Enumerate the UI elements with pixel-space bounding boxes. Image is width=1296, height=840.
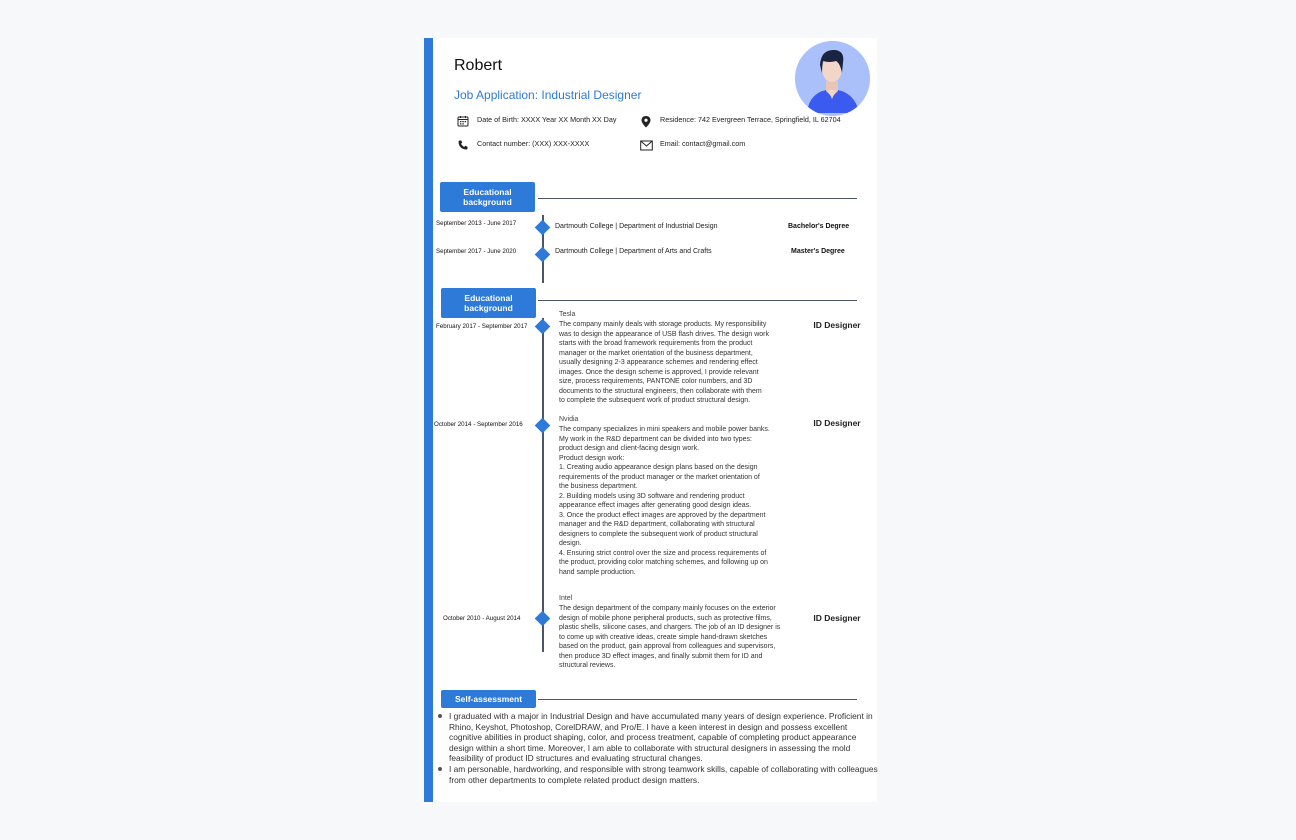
description-line: starts with the broad framework requirements from the product [559, 340, 753, 347]
description-line: size, process requirements, PANTONE color numbers, and 3D [559, 378, 753, 385]
avatar [795, 41, 870, 116]
bullet-icon [438, 767, 442, 771]
description-line: 3. Once the product effect images are approved by the department [559, 511, 766, 519]
description-line: design. [559, 540, 582, 547]
experience-description [559, 604, 811, 671]
residence-text: Residence: 742 Evergreen Terrace, Springfield, IL 62704 [660, 115, 841, 124]
description-line: 4. Ensuring strict control over the size and process requirements of [559, 549, 767, 557]
education-school: Dartmouth College | Department of Industrial Design [555, 223, 718, 230]
description-line: then produce 3D effect images, and finally submit them for ID and [559, 652, 763, 660]
experience-role: ID Designer [813, 418, 861, 428]
email-text: Email: contact@gmail.com [660, 139, 746, 148]
calendar-icon [456, 115, 470, 127]
self-assessment-divider [538, 699, 857, 700]
experience-divider [538, 300, 857, 301]
description-line: The design department of the company mainly focuses on the exterior [559, 605, 776, 612]
experience-company: Nvidia [559, 416, 579, 423]
description-line: to come up with creative ideas, create simple hand-drawn sketches [559, 633, 768, 641]
experience-date: October 2014 - September 2016 [434, 421, 523, 428]
experience-description [559, 425, 811, 577]
description-line: 2. Building models using 3D software and rendering product [559, 492, 745, 500]
experience-company: Intel [559, 595, 573, 602]
education-heading: Educational background [440, 182, 535, 212]
experience-date: February 2017 - September 2017 [436, 323, 528, 330]
education-divider [538, 198, 857, 199]
experience-timeline-line [542, 318, 544, 652]
phone-row [456, 139, 636, 151]
timeline-marker [535, 418, 551, 434]
job-title: Job Application: Industrial Designer [454, 88, 642, 102]
residence-row [639, 115, 844, 127]
timeline-marker [535, 611, 551, 627]
email-row [639, 139, 844, 151]
phone-icon [456, 139, 470, 151]
description-line: structural reviews. [559, 662, 616, 669]
description-line: designers to complete the subsequent work of product structural [559, 530, 758, 538]
education-degree: Master's Degree [791, 248, 845, 255]
experience-role: ID Designer [813, 320, 861, 330]
location-pin-icon [639, 115, 653, 127]
description-line: appearance effect images after generating good design ideas. [559, 502, 752, 509]
description-line: the business department. [559, 483, 638, 490]
timeline-marker [535, 247, 551, 263]
description-line: product design and client-facing design work. [559, 445, 700, 452]
education-date: September 2017 - June 2020 [436, 248, 517, 255]
description-line: manager or the market orientation of the business department, [559, 349, 753, 357]
experience-heading: Educational background [441, 288, 536, 318]
experience-company: Tesla [559, 311, 576, 318]
description-line: 1. Creating audio appearance design plans based on the design [559, 464, 758, 471]
education-school: Dartmouth College | Department of Arts and Crafts [555, 248, 712, 255]
mail-icon [639, 139, 653, 151]
description-line: manager and the R&D department, collaborating with structural [559, 521, 755, 528]
dob-row [456, 115, 636, 127]
description-line: requirements of the product manager or the market orientation of [559, 473, 760, 481]
description-line: documents to the structural engineers, then collaborate with them [559, 387, 762, 395]
timeline-marker [535, 319, 551, 335]
description-line: images. Once the design scheme is approved, I provide relevant [559, 368, 759, 376]
description-line: design of mobile phone peripheral products, such as protective films, [559, 614, 772, 622]
description-line: the product, providing color matching schemes, and following up on [559, 559, 768, 566]
education-date: September 2013 - June 2017 [436, 220, 517, 227]
self-assessment-text: I graduated with a major in Industrial Design and have accumulated many years of design experience. Proficient in Rhino, Keyshot, Photoshop, CorelDRAW, and Pro/E. I have a keen interest in design and possess excellent cognitive abilities in product shaping, color, and process treatment, capable of completing product appearance design within a short time. Moreover, I am able to collaborate with structural designers in assessing the mold feasibility of product ID structures and evaluating structural changes. [449, 711, 873, 764]
experience-role: ID Designer [813, 613, 861, 623]
description-line: Product design work: [559, 454, 625, 462]
timeline-marker [535, 220, 551, 236]
description-line: plastic shells, silicone cases, and chargers. The job of an ID designer is [559, 624, 781, 631]
experience-description [559, 320, 811, 406]
list-item [438, 711, 878, 764]
education-degree: Bachelor's Degree [788, 223, 850, 230]
description-line: based on the product, gain approval from colleagues and supervisors, [559, 643, 776, 650]
description-line: hand sample production. [559, 568, 636, 576]
description-line: was to design the appearance of USB flash drives. The design work [559, 330, 769, 338]
experience-date: October 2010 - August 2014 [443, 615, 521, 622]
description-line: The company specializes in mini speakers and mobile power banks. [559, 426, 770, 433]
self-assessment-text: I am personable, hardworking, and responsible with strong teamwork skills, capable of collaborating with colleagues from other departments to complete related product design matters. [449, 763, 878, 785]
self-assessment-list [438, 711, 878, 785]
dob-text: Date of Birth: XXXX Year XX Month XX Day [477, 115, 617, 124]
self-assessment-heading: Self-assessment [441, 690, 536, 708]
description-line: The company mainly deals with storage products. My responsibility [559, 321, 767, 328]
candidate-name: Robert [454, 57, 503, 74]
avatar-illustration [795, 41, 870, 116]
description-line: My work in the R&D department can be divided into two types: [559, 435, 752, 443]
description-line: usually designing 2-3 appearance schemes and rendering effect [559, 359, 758, 366]
description-line: to complete the subsequent work of product structural design. [559, 397, 751, 404]
list-item [438, 764, 878, 785]
resume-page [424, 38, 877, 802]
bullet-icon [438, 714, 442, 718]
phone-text: Contact number: (XXX) XXX-XXXX [477, 139, 590, 148]
accent-sidebar-bar [424, 38, 433, 802]
